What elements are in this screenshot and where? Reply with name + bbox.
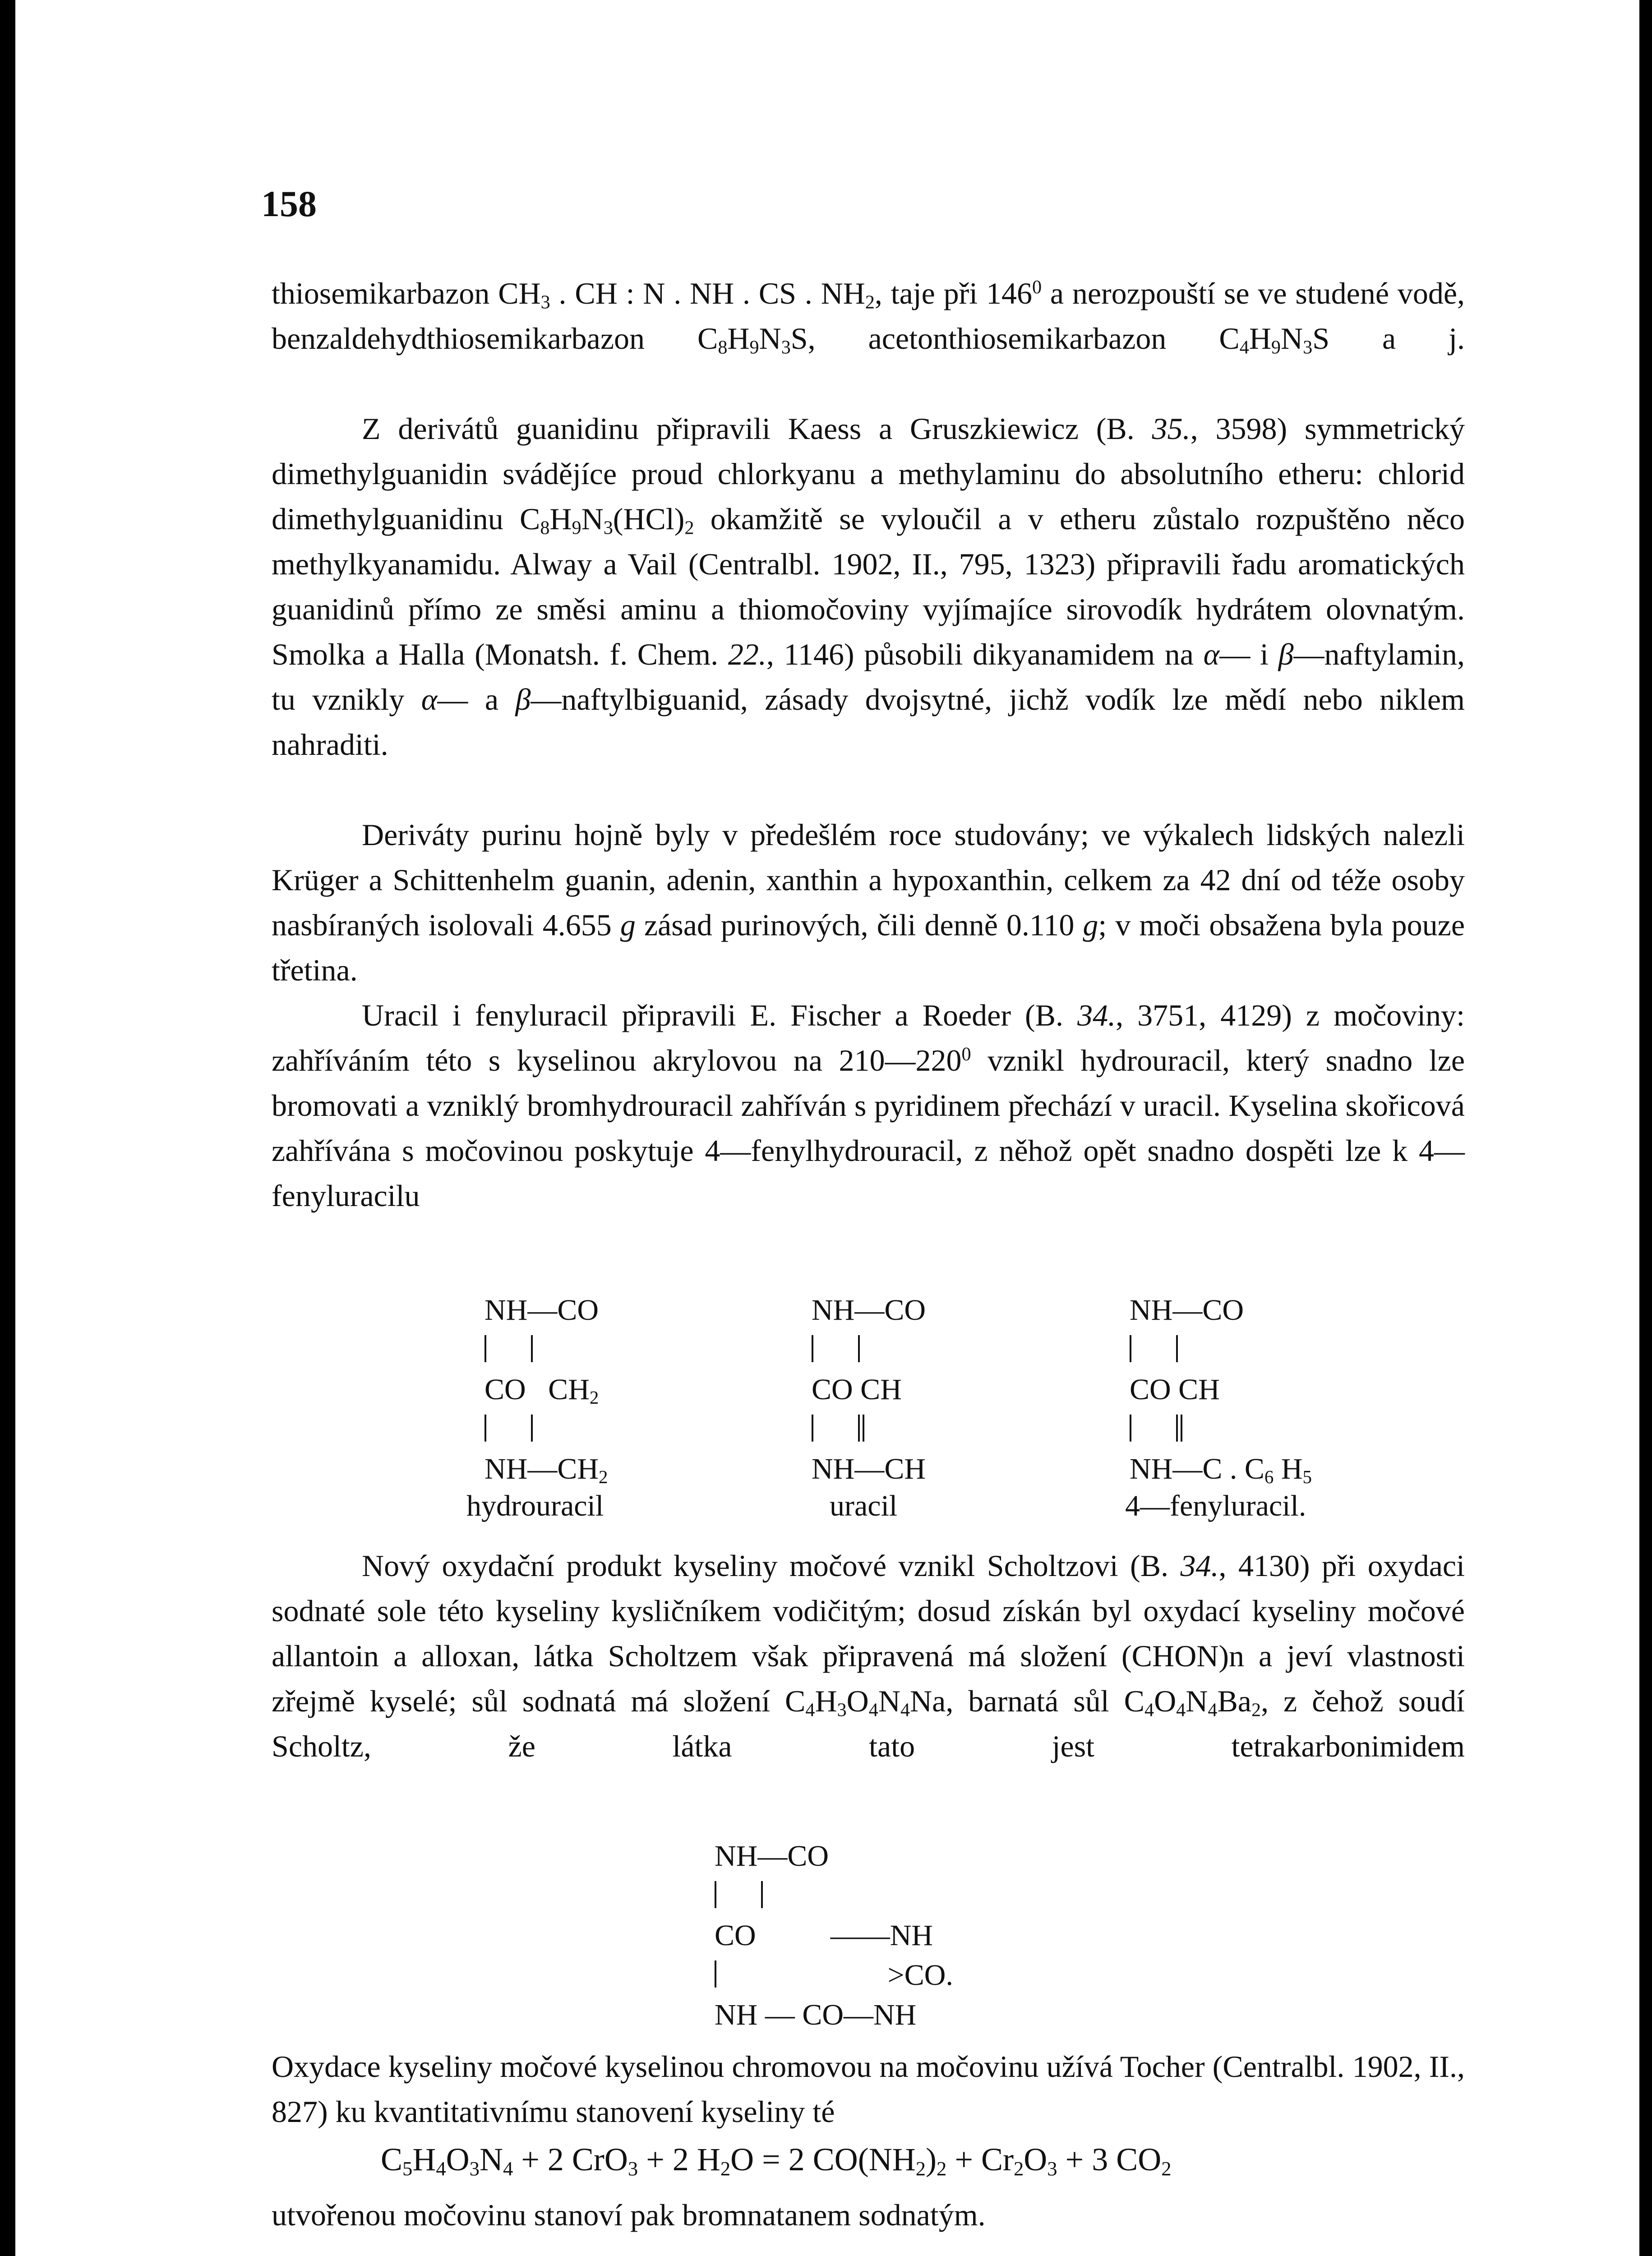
caption-uracil: uracil <box>830 1489 898 1522</box>
body-block-6 <box>272 2044 1465 2134</box>
paragraph-3: Deriváty purinu hojně byly v předešlém roce studovány; ve výkalech lidských nalezli Krüger a Schittenhelm guanin, adenin, xanthin a hypoxanthin, celkem za 42 dní od téže osoby nasbíraných isolovali 4.655 g zásad purinových, čili denně 0.110 g; v moči obsažena byla pouze třetina. <box>272 818 1465 987</box>
paragraph-4: Uracil i fenyluracil připravili E. Fischer a Roeder (B. 34., 3751, 4129) z močoviny: zahříváním této s kyselinou akrylovou na $210—220^0$ vznikl hydrouracil, který snadno lze bromovati a vzniklý bromhydrouracil zahříván s pyridinem přechází v uracil. Kyselina skořicová zahřívána s močovinou poskytuje 4—fenylhydrouracil, z něhož opět snadno dospěti lze k 4—fenyluracilu <box>272 998 1465 1213</box>
caption-phenyluracil: 4—fenyluracil. <box>1125 1489 1306 1522</box>
formula-tetrakarbonimid: NH—CO CO ——NH >CO. NH — CO—NH <box>715 1840 953 2031</box>
paragraph-2: Z derivátů guanidinu připravili Kaess a Gruszkiewicz (B. 35., 3598) symmetrický dimethylguanidin svádějíce proud chlorkyanu a methylaminu do absolutního etheru: chlorid dimethylguanidinu $C_8H_9N_3(HCl)_2$ okamžitě se vyloučil a v etheru zůstalo rozpuštěno něco methylkyanamidu. Alway a Vail (Centralbl. 1902, II., 795, 1323) připravili řadu aromatických guanidinů přímo ze směsi aminu a thiomočoviny vyjímajíce sirovodík hydrátem olovnatým. Smolka a Halla (Monatsh. f. Chem. 22., 1146) působili dikyanamidem na α— i β—naftylamin, tu vznikly α— a β—naftylbiguanid, zásady dvojsytné, jichž vodík lze mědí nebo niklem nahraditi. <box>272 411 1465 762</box>
body-block-2 <box>272 406 1465 767</box>
page-number: 158 <box>261 183 317 224</box>
page <box>15 0 1639 2256</box>
closing-line: utvořenou močovinu stanoví pak bromnatanem sodnatým. <box>272 2198 986 2232</box>
formula-phenyluracil: NH—CO CO CH NH—C . $C_6$ $H_5$ <box>1130 1294 1312 1488</box>
paragraph-5: Nový oxydační produkt kyseliny močové vznikl Scholtzovi (B. 34., 4130) při oxydaci sodnaté sole této kyseliny kysličníkem vodičitým; dosud získán byl oxydací kyseliny močové allantoin a alloxan, látka Scholtzem však připravená má složení (CHON)n a jeví vlastnosti zřejmě kyselé; sůl sodnatá má složení $C_4H_3O_4N_4Na$, barnatá sůl $C_4O_4N_4Ba_2$, z čehož soudí Scholtz, že látka tato jest tetrakarbonimidem <box>272 1549 1465 1763</box>
paragraph-6: Oxydace kyseliny močové kyselinou chromovou na močovinu užívá Tocher (Centralbl. 1902, II., 827) ku kvantitativnímu stanovení kyseliny té <box>272 2049 1465 2129</box>
equation: $C_5H_4O_3N_4 + 2$ CrO$_3$ + 2 $H_2O = 2$ $CO(NH_2)_2 + Cr_2O_3 + 3$ $CO_2$ <box>381 2141 1172 2180</box>
body-block-4 <box>272 993 1465 1218</box>
paragraph-1: thiosemikarbazon $CH_3$ . CH : N . NH . CS . $NH_2$, taje při $146^0$ a nerozpouští se ve studené vodě, benzaldehydthiosemikarbazon $C_8H_9N_3S$, acetonthiosemikarbazon $C_4H_9N_3S$ a j. <box>272 276 1465 358</box>
caption-hydrouracil: hydrouracil <box>466 1489 604 1522</box>
body-block-5 <box>272 1543 1465 1769</box>
formula-uracil: NH—CO CO CH NH—CH <box>812 1294 926 1485</box>
body-block-1 <box>272 271 1465 361</box>
formula-hydrouracil: NH—CO CO $CH_2$ $NH—CH_2$ <box>485 1294 608 1488</box>
body-block-3 <box>272 812 1465 993</box>
